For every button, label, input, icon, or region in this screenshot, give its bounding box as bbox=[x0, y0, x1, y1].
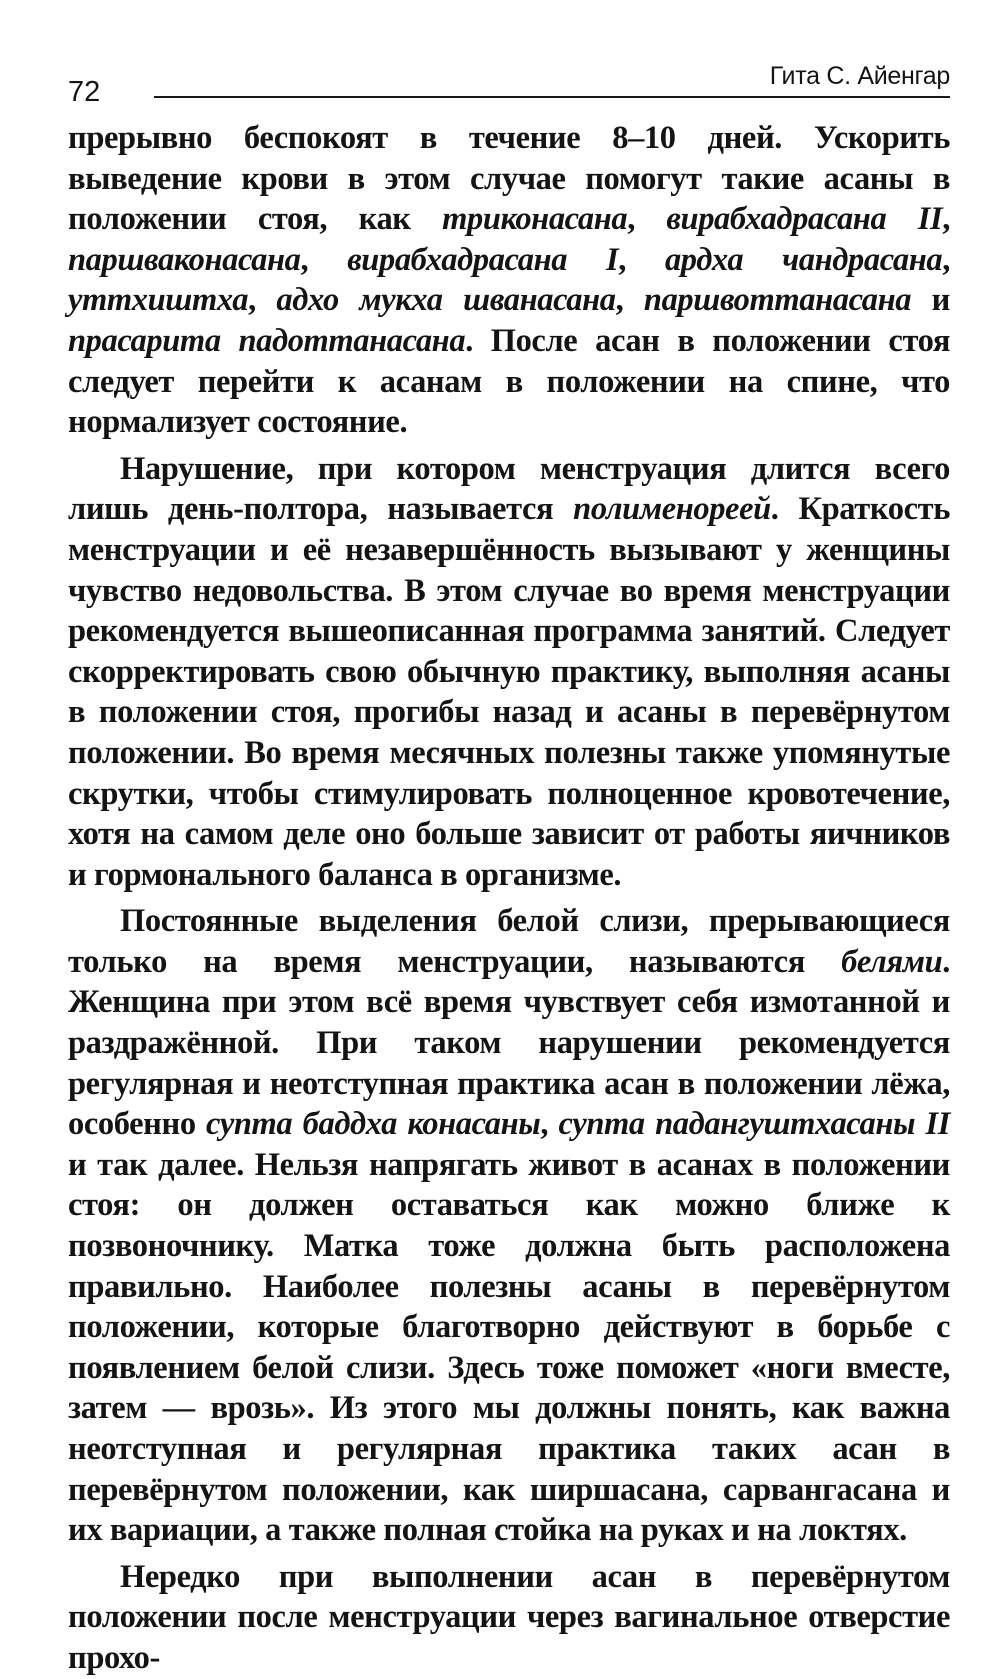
page-number: 72 bbox=[68, 76, 101, 108]
body-text bbox=[68, 118, 950, 1679]
italic-term: вирабхадрасана I bbox=[347, 241, 619, 278]
text-run: и так далее. Нельзя напрягать живот в асанах в положении стоя: он должен оставаться как можно ближе к позвоночнику. Матка тоже должна быть расположена правильно. Наиболее полезны асаны в перевёрнутом положении, которые благотворно действуют в борьбе с появлением белой слизи. Здесь тоже поможет «ноги вместе, затем — врозь». Из этого мы должны понять, как важна неотступная и регулярная практика таких асан в перевёрнутом положении, как ширшасана, сарвангасана и их вариации, а также полная стойка на руках и на локтях. bbox=[68, 1146, 950, 1549]
italic-term: прасарита падоттанасана bbox=[68, 322, 466, 359]
page-header bbox=[68, 62, 950, 110]
italic-term: адхо мукха шванасана bbox=[276, 282, 616, 319]
text-run: . После асан в положении стоя следует перейти к асанам в положении на спине, что нормализует состояние. bbox=[68, 322, 950, 441]
text-run: , bbox=[248, 282, 277, 319]
italic-term: супта падангуштхасаны II bbox=[558, 1106, 950, 1143]
text-run: . Краткость менструации и её незавершённость вызывают у женщины чувство недовольства. В этом случае во время менструации рекомендуется вышеописанная программа занятий. Следует скорректировать свою обычную практику, выполняя асаны в положении стоя, прогибы назад и асаны в перевёрнутом положении. Во время месячных полезны также упомянутые скрутки, чтобы стимулировать полноценное кровотечение, хотя на самом деле оно больше зависит от работы яичников и гормонального баланса в организме. bbox=[68, 491, 950, 893]
text-run: и bbox=[911, 282, 950, 319]
italic-term: паршвоттанасана bbox=[643, 282, 912, 319]
header-rule bbox=[154, 96, 950, 98]
italic-term: полименореей bbox=[573, 491, 771, 528]
text-run: , bbox=[618, 241, 665, 278]
paragraph-4 bbox=[68, 1557, 950, 1679]
text-run: . Женщина при этом всё время чувствует себя измотанной и раздражённой. При таком нарушении рекомендуется регулярная и неотступная практика асан в положении лёжа, особенно bbox=[68, 943, 950, 1143]
text-run: , bbox=[627, 201, 667, 238]
text-run: , bbox=[942, 201, 950, 238]
paragraph-1 bbox=[68, 118, 950, 443]
text-run: прерывно беспокоят в течение 8–10 дней. Ускорить выведение крови в этом случае помогут такие асаны в положении стоя, как bbox=[68, 120, 950, 238]
paragraph-3 bbox=[68, 901, 950, 1551]
italic-term: уттхиштха bbox=[68, 282, 249, 319]
italic-term: ардха чандрасана bbox=[664, 241, 943, 278]
text-run: , bbox=[615, 282, 644, 319]
italic-term: супта баддха конасаны bbox=[206, 1106, 541, 1143]
text-run: , bbox=[942, 241, 950, 278]
text-run: , bbox=[540, 1106, 559, 1143]
running-head-author: Гита С. Айенгар bbox=[769, 62, 950, 90]
text-run: Постоянные выделения белой слизи, прерывающиеся только на время менструации, называются bbox=[68, 903, 950, 980]
italic-term: триконасана bbox=[442, 201, 628, 238]
italic-term: паршваконасана bbox=[68, 241, 301, 278]
text-run: Нарушение, при котором менструация длится всего лишь день-полтора, называется bbox=[68, 450, 950, 528]
text-run: Нередко при выполнении асан в перевёрнутом положении после менструации через вагинальное отверстие прохо- bbox=[68, 1558, 950, 1676]
italic-term: вирабхадрасана II bbox=[666, 201, 943, 238]
text-run: , bbox=[300, 241, 348, 278]
italic-term: белями bbox=[841, 943, 943, 980]
paragraph-2 bbox=[68, 449, 950, 896]
